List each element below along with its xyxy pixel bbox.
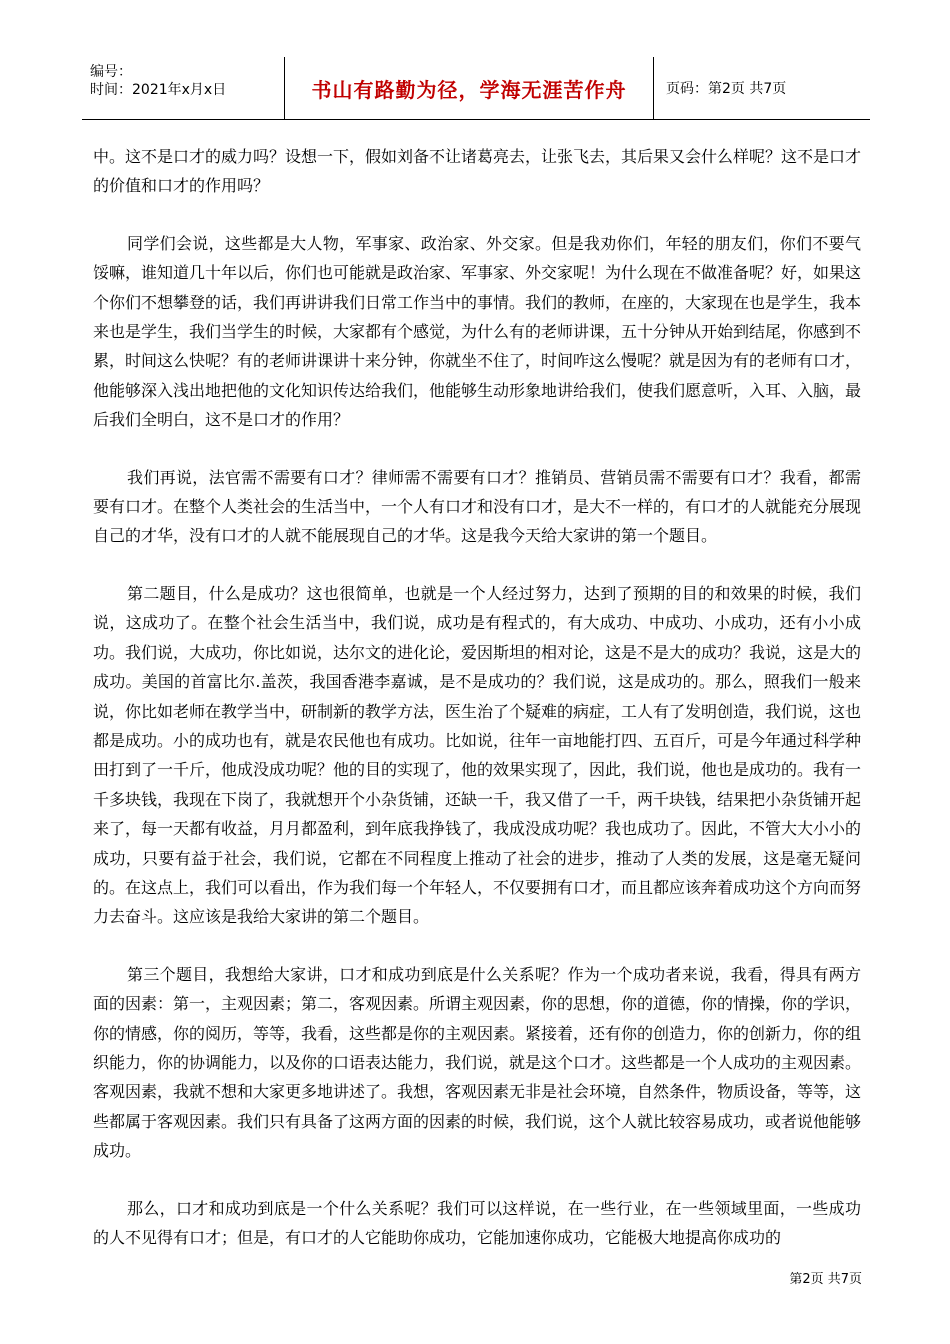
header-motto-cell — [284, 57, 654, 119]
header-page-cell — [654, 57, 870, 119]
paragraph: 第二题目，什么是成功？这也很简单，也就是一个人经过努力，达到了预期的目的和效果的时候，我们说，这成功了。在整个社会生活当中，我们说，成功是有程式的，有大成功、中成功、小成功，还有小小成功。我们说，大成功，你比如说，达尔文的进化论，爱因斯坦的相对论，这是不是大的成功？我说，这是大的成功。美国的首富比尔.盖茨，我国香港李嘉诚，是不是成功的？我们说，这是成功的。那么，照我们一般来说，你比如老师在教学当中，研制新的教学方法，医生治了个疑难的病症，工人有了发明创造，我们说，这也都是成功。小的成功也有，就是农民他也有成功。比如说，往年一亩地能打四、五百斤，可是今年通过科学种田打到了一千斤，他成没成功呢？他的目的实现了，他的效果实现了，因此，我们说，他也是成功的。我有一千多块钱，我现在下岗了，我就想开个小杂货铺，还缺一千，我又借了一千，两千块钱，结果把小杂货铺开起来了，每一天都有收益，月月都盈利，到年底我挣钱了，我成没成功呢？我也成功了。因此，不管大大小小的成功，只要有益于社会，我们说，它都在不同程度上推动了社会的进步，推动了人类的发展，这是毫无疑问的。在这点上，我们可以看出，作为我们每一个年轻人，不仅要拥有口才，而且都应该奔着成功这个方向而努力去奋斗。这应该是我给大家讲的第二个题目。 — [93, 583, 862, 927]
paragraph: 那么，口才和成功到底是一个什么关系呢？我们可以这样说，在一些行业，在一些领域里面，一些成功的人不见得有口才；但是，有口才的人它能助你成功，它能加速你成功，它能极大地提高你成功的 — [93, 1198, 861, 1247]
document-date-label: 时间：2021年x月x日 — [90, 82, 227, 98]
document-body — [93, 142, 861, 1280]
header-page-number: 页码：第2页 共7页 — [666, 81, 787, 97]
header-motto: 书山有路勤为径，学海无涯苦作舟 — [311, 77, 627, 102]
paragraph: 中。这不是口才的威力吗？设想一下，假如刘备不让诸葛亮去，让张飞去，其后果又会什么样呢？这不是口才的价值和口才的作用吗？ — [93, 147, 862, 196]
header-meta — [82, 57, 282, 119]
page-footer-number: 第2页 共7页 — [789, 1272, 862, 1287]
paragraph: 第三个题目，我想给大家讲，口才和成功到底是什么关系呢？作为一个成功者来说，我看，得具有两方面的因素：第一，主观因素；第二，客观因素。所谓主观因素，你的思想，你的道德，你的情操，你的学识，你的情感，你的阅历，等等，我看，这些都是你的主观因素。紧接着，还有你的创造力，你的创新力，你的组织能力，你的协调能力，以及你的口语表达能力，我们说，就是这个口才。这些都是一个人成功的主观因素。客观因素，我就不想和大家更多地讲述了。我想，客观因素无非是社会环境，自然条件，物质设备，等等，这些都属于客观因素。我们只有具备了这两方面的因素的时候，我们说，这个人就比较容易成功，或者说他能够成功。 — [93, 964, 862, 1161]
paragraph: 同学们会说，这些都是大人物，军事家、政治家、外交家。但是我劝你们，年轻的朋友们，你们不要气馁嘛，谁知道几十年以后，你们也可能就是政治家、军事家、外交家呢！为什么现在不做准备呢？好，如果这个你们不想攀登的话，我们再讲讲我们日常工作当中的事情。我们的教师，在座的，大家现在也是学生，我本来也是学生，我们当学生的时候，大家都有个感觉，为什么有的老师讲课，五十分钟从开始到结尾，你感到不累，时间这么快呢？有的老师讲课讲十来分钟，你就坐不住了，时间咋这么慢呢？就是因为有的老师有口才，他能够深入浅出地把他的文化知识传达给我们，他能够生动形象地讲给我们，使我们愿意听，入耳、入脑，最后我们全明白，这不是口才的作用？ — [93, 233, 862, 430]
paragraph: 我们再说，法官需不需要有口才？律师需不需要有口才？推销员、营销员需不需要有口才？我看，都需要有口才。在整个人类社会的生活当中，一个人有口才和没有口才，是大不一样的，有口才的人就能充分展现自己的才华，没有口才的人就不能展现自己的才华。这是我今天给大家讲的第一个题目。 — [93, 467, 862, 546]
page-header — [82, 57, 870, 120]
document-number-label: 编号： — [90, 64, 132, 80]
